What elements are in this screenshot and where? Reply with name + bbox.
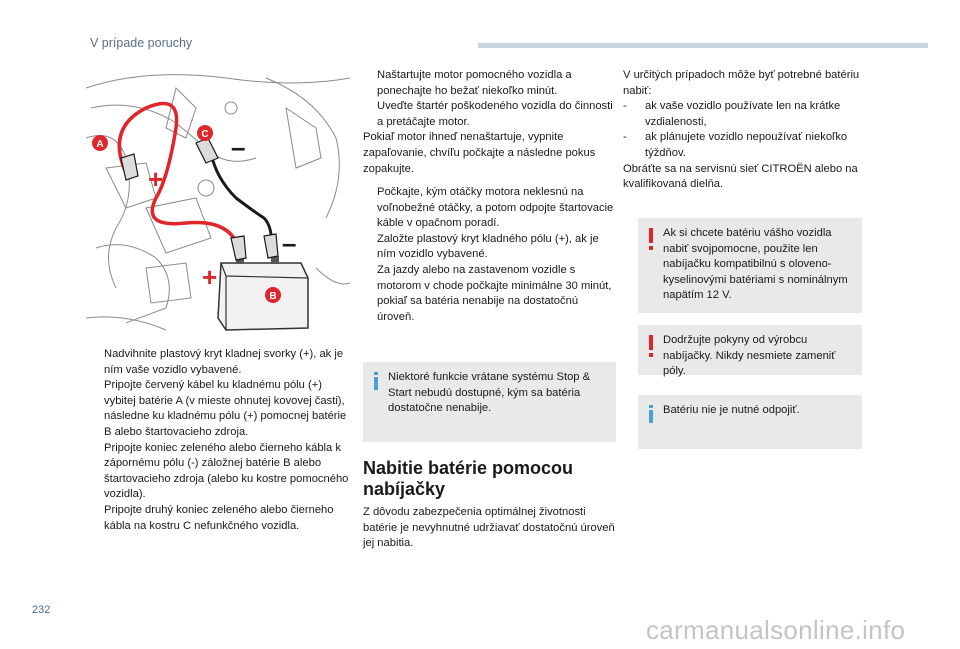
info-icon xyxy=(373,372,379,390)
info-box xyxy=(638,395,862,449)
list-item: Uveďte štartér poškodeného vozidla do činnosti a pretáčajte motor. xyxy=(377,100,613,128)
warning-icon xyxy=(648,335,654,357)
instructions-column-2-top xyxy=(363,68,615,177)
jump-start-illustration xyxy=(86,68,350,338)
label-b: B xyxy=(269,291,277,302)
info-icon xyxy=(648,405,654,423)
warning-box-text: Dodržujte pokyny od výrobcu nabíjačky. Nikdy nesmiete zameniť póly. xyxy=(663,334,836,378)
paragraph: Z dôvodu zabezpečenia optimálnej životnosti batérie je nevyhnutné udržiavať dostatočnú úroveň jej nabitia. xyxy=(363,506,615,550)
info-box-text: Niektoré funkcie vrátane systému Stop & Start nebudú dostupné, kým sa batéria dostatočne nenabije. xyxy=(388,371,591,415)
instructions-column-3 xyxy=(623,68,885,193)
list-item: Naštartujte motor pomocného vozidla a ponechajte ho bežať niekoľko minút. xyxy=(377,69,572,97)
section-heading: Nabitie batérie pomocou nabíjačky xyxy=(363,458,574,499)
instructions-column-1 xyxy=(90,347,350,534)
list-item: Pripojte druhý koniec zeleného alebo čierneho kábla na kostru C nefunkčného vozidla. xyxy=(104,503,334,532)
info-box-text: Batériu nie je nutné odpojiť. xyxy=(663,404,800,416)
paragraph: V určitých prípadoch môže byť potrebné batériu nabiť: xyxy=(623,69,860,97)
label-a: A xyxy=(96,139,104,150)
warning-box-text: Ak si chcete batériu vášho vozidla nabiť svojpomocne, použite len nabíjačku kompatibilnú s oloveno-kyselinovými batériami s nominálnym napätím 12 V. xyxy=(663,227,848,302)
warning-box xyxy=(638,325,862,378)
cables xyxy=(119,104,278,261)
paragraph: Obráťte sa na servisnú sieť CITROËN alebo na kvalifikovaná dielňa. xyxy=(623,162,858,191)
info-box xyxy=(363,362,616,442)
list-item: Pripojte koniec zeleného alebo čierneho kábla k zápornému pólu (-) záložnej batérie B alebo štartovacieho zdroja (alebo ku kostre pomocného vozidla). xyxy=(104,441,349,501)
engine-bay-drawing xyxy=(86,75,350,330)
list-item: Nadvihnite plastový kryt kladnej svorky (+), ak je ním vaše vozidlo vybavené. xyxy=(104,348,344,376)
watermark: carmanualsonline.info xyxy=(646,615,906,645)
header-bar xyxy=(478,43,928,48)
battery-b-drawing xyxy=(218,256,308,330)
warning-box xyxy=(638,218,862,313)
list-item: - ak plánujete vozidlo nepoužívať niekoľko týždňov. xyxy=(623,131,848,159)
instructions-column-2-middle xyxy=(363,185,615,325)
paragraph: Pokiaľ motor ihneď nenaštartuje, vypnite zapaľovanie, chvíľu počkajte a následne pokus zopakujte. xyxy=(363,131,596,175)
dash-marker: - xyxy=(623,100,627,113)
label-c: C xyxy=(201,129,209,140)
page-number: 232 xyxy=(32,604,51,616)
svg-text:–: – xyxy=(231,132,246,162)
section-title: V prípade poruchy xyxy=(90,36,193,50)
warning-icon xyxy=(648,228,654,250)
list-item: Počkajte, kým otáčky motora neklesnú na voľnobežné otáčky, a potom odpojte štartovacie káble v opačnom poradí. xyxy=(377,186,614,230)
list-item: Pripojte červený kábel ku kladnému pólu (+) vybitej batérie A (v mieste ohnutej kovovej časti), následne ku kladnému pólu (+) pomocnej batérie B alebo štartovacieho zdroja. xyxy=(104,379,347,438)
dash-marker: - xyxy=(623,131,627,144)
svg-text:+: + xyxy=(202,262,218,292)
list-item: Založte plastový kryt kladného pólu (+), ak je ním vozidlo vybavené. xyxy=(377,232,599,261)
list-item: - ak vaše vozidlo používate len na krátke vzdialenosti, xyxy=(623,100,841,128)
list-item: Za jazdy alebo na zastavenom vozidle s motorom v chode počkajte minimálne 30 minút, pokiaľ sa batéria nenabije na dostatočnú úroveň. xyxy=(377,263,612,323)
svg-text:–: – xyxy=(282,228,297,258)
svg-text:+: + xyxy=(148,164,164,194)
